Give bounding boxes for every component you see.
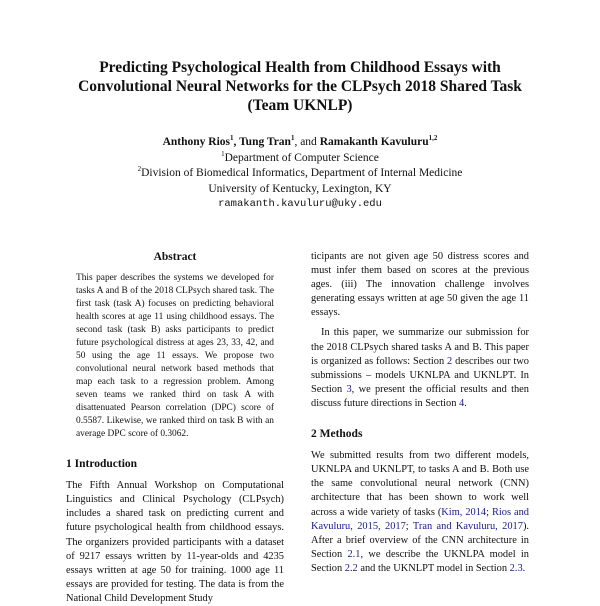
title-line-1: Predicting Psychological Health from Childhood Essays with	[99, 59, 501, 76]
section-ref-2-1[interactable]: 2.1	[347, 548, 361, 560]
university: University of Kentucky, Lexington, KY	[208, 182, 392, 195]
continued-paragraph: ticipants are not given age 50 distress scores and must infer them based on scores at the previous ages. (iii) The innovation challenge involves generating essays written at age 50 given the age 11 essays.	[311, 251, 529, 319]
paper-title	[60, 58, 540, 115]
section-ref-2-2[interactable]: 2.2	[344, 562, 358, 574]
author-and: , and	[294, 136, 317, 148]
author-1-sup: 1	[230, 134, 234, 143]
section-ref-2-3[interactable]: 2.3	[509, 562, 523, 574]
section-ref-2[interactable]: 2	[447, 355, 453, 367]
methods-paragraph: We submitted results from two different models, UKNLPA and UKNLPT, to tasks A and B. Both use the same convolutional neural network (CNN) architecture that has been shown to work well across a wide variety of tasks (Kim, 2014; Rios and Kavuluru, 2015, 2017; Tran and Kavuluru, 2017). After a brief overview of the CNN architecture in Section 2.1, we describe the UKNLPA model in Section 2.2 and the UKNLPT model in Section 2.3.	[311, 450, 530, 574]
methods-heading: 2 Methods	[311, 428, 363, 441]
author-2: Tung Tran	[239, 136, 291, 148]
section-ref-4[interactable]: 4	[459, 397, 465, 409]
abstract-text: This paper describes the systems we developed for tasks A and B of the 2018 CLPsych shared task. The first task (task A) focuses on predicting behavioral health scores at age 11 using childhood essays. The second task (task B) asks participants to predict future psychological distress at ages 23, 33, 42, and 50 using the age 11 essays. We propose two convolutional neural network based methods that map each task to a regression problem. Among seven teams we ranked third on task A with disattenuated Pearson correlation (DPC) score of 0.5587. Likewise, we ranked third on task B with an average DPC score of 0.3062.	[76, 273, 274, 440]
author-3-sup: 1,2	[428, 134, 438, 143]
author-names: Anthony Rios$^1$, Tung Tran$^1$, and Ramakanth Kavuluru$^{1,2}$	[162, 134, 438, 148]
author-email: ramakanth.kavuluru@uky.edu	[218, 198, 382, 210]
author-1: Anthony Rios	[162, 136, 231, 148]
title-line-3: (Team UKNLP)	[247, 97, 353, 114]
section-ref-3[interactable]: 3	[346, 383, 352, 395]
affiliation-1: $^1$Department of Computer Science	[221, 149, 379, 164]
citation-kim[interactable]: Kim, 2014	[441, 506, 487, 518]
left-column	[66, 250, 284, 606]
author-2-sup: 1	[290, 134, 295, 143]
citation-tran[interactable]: Tran and Kavuluru, 2017	[412, 520, 523, 532]
affiliation-2: $^2$Division of Biomedical Informatics, Department of Internal Medicine	[137, 165, 463, 179]
introduction-text: The Fifth Annual Workshop on Computational Linguistics and Clinical Psychology (CLPsych) includes a shared task on predicting current and future psychological health from childhood essays. The organizers provided participants with a dataset of 9217 essays written by 11-year-olds and 4235 essays written at age 50 for training. 1000 age 11 essays are provided for testing. The data is from the National Child Development Study	[66, 480, 284, 604]
author-3: Ramakanth Kavuluru	[319, 136, 429, 148]
organization-paragraph: In this paper, we summarize our submission for the 2018 CLPsych shared tasks A and B. This paper is organized as follows: Section 2 describes our two submissions – models UKNLPA and UKNLPT. In Section 3, we present the official results and then discuss future directions in Section 4.	[311, 327, 529, 409]
right-column	[311, 250, 529, 576]
citation-rios[interactable]: Rios and Kavuluru, 2015, 2017	[311, 506, 529, 532]
title-line-2: Convolutional Neural Networks for the CLPsych 2018 Shared Task	[78, 78, 522, 95]
abstract-heading: Abstract	[153, 251, 197, 263]
author-block	[60, 135, 540, 213]
introduction-heading: 1 Introduction	[66, 458, 138, 471]
